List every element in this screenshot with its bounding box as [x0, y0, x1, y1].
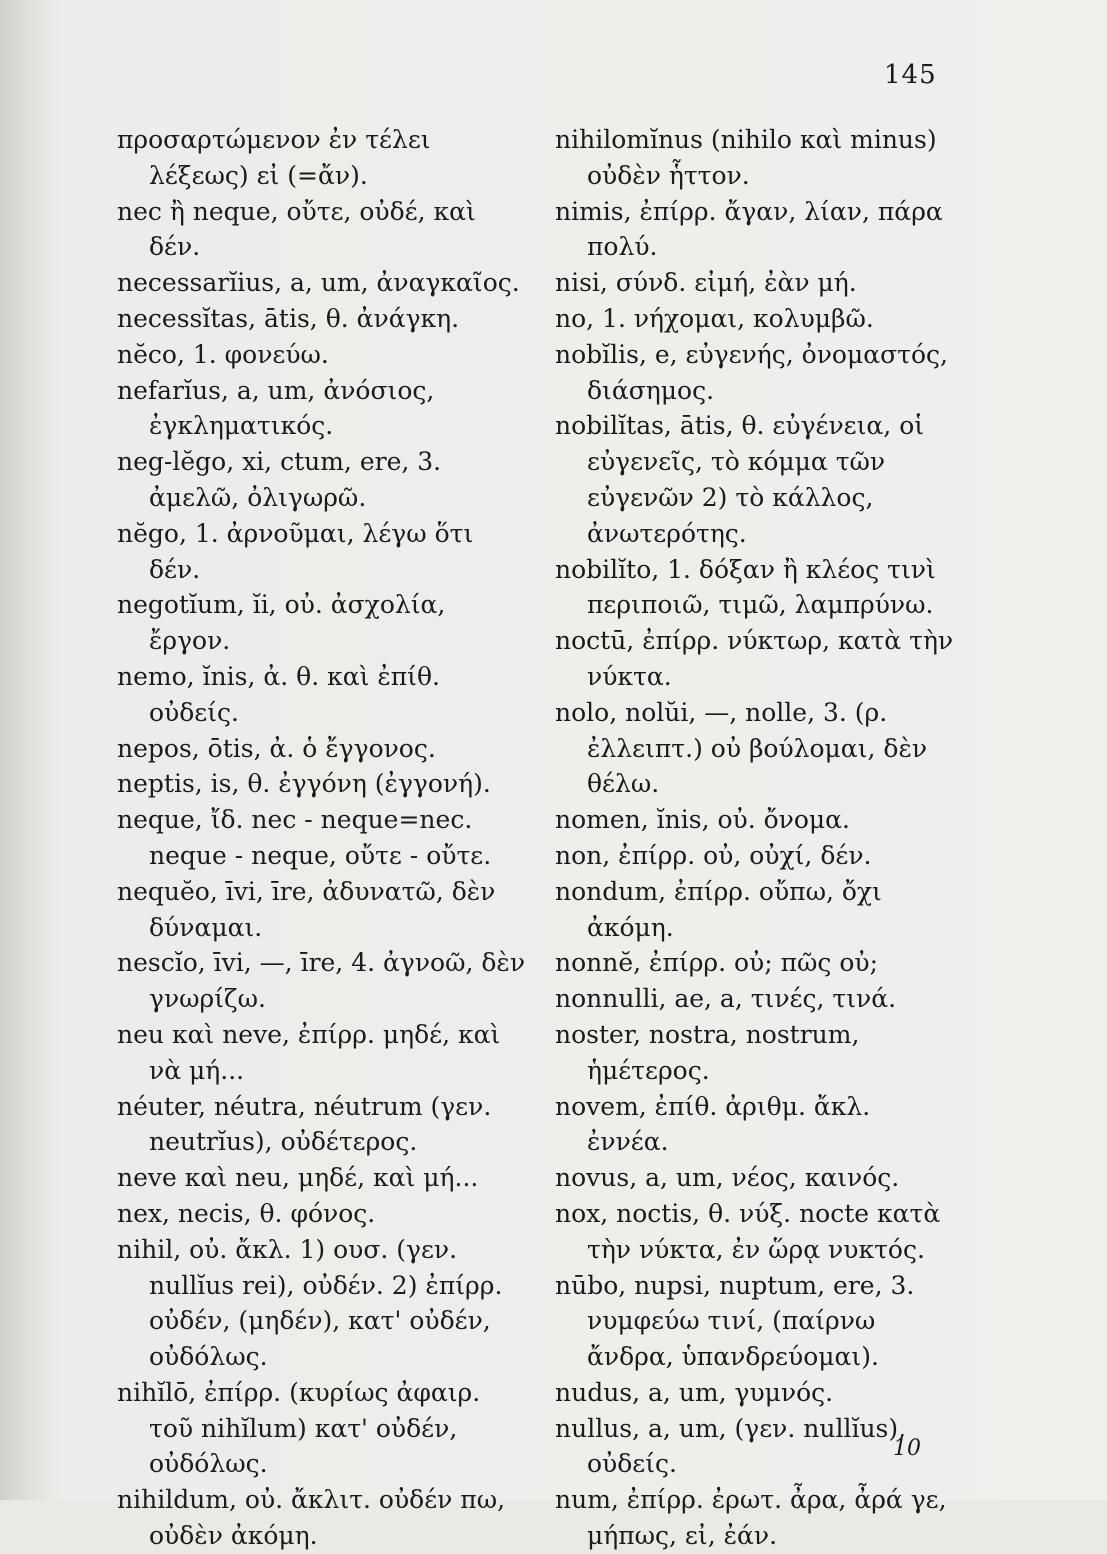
dictionary-entry: no, 1. νήχομαι, κολυμβῶ.	[555, 303, 874, 333]
dictionary-entry: néuter, néutra, néutrum (γεν. neutrĭus), οὐδέτερος.	[117, 1091, 492, 1157]
dictionary-entry: neque, ἴδ. nec - neque=nec. neque - neque, οὔτε - οὔτε.	[117, 805, 492, 870]
dictionary-entry: nolo, nolŭi, —, nolle, 3. (ρ. ἐλλειπτ.) οὐ βούλομαι, δὲν θέλω.	[555, 697, 928, 799]
dictionary-entry: nullus, a, um, (γεν. nullĭus), οὐδείς.	[555, 1413, 907, 1479]
dictionary-entry: non, ἐπίρρ. οὐ, οὐχί, δέν.	[555, 840, 872, 870]
dictionary-entry: necessarĭius, a, um, ἀναγκαῖος.	[117, 268, 520, 298]
dictionary-entry: nihĭlō, ἐπίρρ. (κυρίως ἀφαιρ. τοῦ nihĭlum) κατ' οὐδέν, οὐδόλως.	[117, 1377, 481, 1479]
dictionary-entry: nemo, ĭnis, ἀ. θ. καὶ ἐπίθ. οὐδείς.	[117, 661, 440, 727]
dictionary-entry: nĕco, 1. φονεύω.	[117, 339, 329, 369]
dictionary-entry: nihil, οὐ. ἄκλ. 1) ουσ. (γεν. nullĭus rei), οὐδέν. 2) ἐπίρρ. οὐδέν, (μηδέν), κατ' οὐδέν, οὐδόλως.	[117, 1234, 503, 1372]
right-column	[555, 122, 955, 1554]
dictionary-entry: negotĭum, ĭi, οὐ. ἀσχολία, ἔργον.	[117, 590, 446, 656]
dictionary-entry: necessĭtas, ātis, θ. ἀνάγκη.	[117, 303, 460, 333]
dictionary-entry: novus, a, um, νέος, καινός.	[555, 1163, 900, 1193]
dictionary-entry: neu καὶ neve, ἐπίρρ. μηδέ, καὶ νὰ μή...	[117, 1019, 501, 1085]
dictionary-entry: nescĭo, īvi, —, īre, 4. ἀγνοῶ, δὲν γνωρίζω.	[117, 948, 526, 1014]
dictionary-entry: nequĕo, īvi, īre, ἀδυνατῶ, δὲν δύναμαι.	[117, 876, 496, 942]
dictionary-entry: nĕgo, 1. ἀρνοῦμαι, λέγω ὅτι δέν.	[117, 518, 474, 584]
dictionary-entry: προσαρτώμενον ἐν τέλει λέξεως) εἰ (=ἄν).	[117, 125, 431, 190]
dictionary-entry: nobilĭto, 1. δόξαν ἢ κλέος τινὶ περιποιῶ, τιμῶ, λαμπρύνω.	[555, 554, 936, 620]
dictionary-entry: novem, ἐπίθ. ἀριθμ. ἄκλ. ἐννέα.	[555, 1091, 871, 1157]
dictionary-entry: neg-lĕgo, xi, ctum, ere, 3. ἀμελῶ, ὀλιγωρῶ.	[117, 447, 442, 512]
dictionary-entry: neptis, is, θ. ἐγγόνη (ἐγγονή).	[117, 769, 491, 799]
dictionary-entry: nepos, ōtis, ἀ. ὁ ἔγγονος.	[117, 733, 436, 763]
dictionary-entry: nihildum, οὐ. ἄκλιτ. οὐδέν πω, οὐδὲν ἀκόμη.	[117, 1485, 506, 1551]
dictionary-entry: nudus, a, um, γυμνός.	[555, 1377, 834, 1407]
dictionary-entry: nobilĭtas, ātis, θ. εὐγένεια, οἱ εὐγενεῖς, τὸ κόμμα τῶν εὐγενῶν 2) τὸ κάλλος, ἀνωτερότης.	[555, 411, 925, 548]
dictionary-entry: nonnulli, ae, a, τινές, τινά.	[555, 984, 897, 1014]
dictionary-entry: nondum, ἐπίρρ. οὔπω, ὄχι ἀκόμη.	[555, 876, 882, 942]
dictionary-entry: nox, noctis, θ. νύξ. nocte κατὰ τὴν νύκτα, ἐν ὥρᾳ νυκτός.	[555, 1198, 941, 1264]
dictionary-entry: nūbo, nupsi, nuptum, ere, 3. νυμφεύω τινί, (παίρνω ἄνδρα, ὑπανδρεύομαι).	[555, 1270, 915, 1372]
dictionary-entry: nisi, σύνδ. εἰμή, ἐὰν μή.	[555, 268, 857, 298]
dictionary-entry: nex, necis, θ. φόνος.	[117, 1198, 376, 1228]
dictionary-entry: nihilomĭnus (nihilo καὶ minus) οὐδὲν ἧττον.	[555, 125, 937, 190]
dictionary-entry: num, ἐπίρρ. ἐρωτ. ἆρα, ἆρά γε, μήπως, εἰ, ἐάν.	[555, 1485, 947, 1551]
left-column	[117, 122, 527, 1554]
dictionary-entry: nec ἢ neque, οὔτε, οὐδέ, καὶ δέν.	[117, 196, 476, 262]
dictionary-entry: nobĭlis, e, εὐγενής, ὀνομαστός, διάσημος.	[555, 339, 948, 405]
dictionary-entry: nefarĭus, a, um, ἀνόσιος, ἐγκληματικός.	[117, 375, 435, 441]
page-number: 145	[884, 60, 937, 90]
dictionary-entry: noctū, ἐπίρρ. νύκτωρ, κατὰ τὴν νύκτα.	[555, 626, 954, 691]
dictionary-entry: nonnĕ, ἐπίρρ. οὐ; πῶς οὐ;	[555, 948, 879, 978]
dictionary-entry: neve καὶ neu, μηδέ, καὶ μή...	[117, 1163, 479, 1193]
dictionary-entry: nomen, ĭnis, οὐ. ὄνομα.	[555, 805, 850, 835]
dictionary-entry: nimis, ἐπίρρ. ἄγαν, λίαν, πάρα πολύ.	[555, 196, 943, 262]
dictionary-entry: noster, nostra, nostrum, ἡμέτερος.	[555, 1019, 860, 1085]
signature-mark: 10	[893, 1436, 921, 1461]
